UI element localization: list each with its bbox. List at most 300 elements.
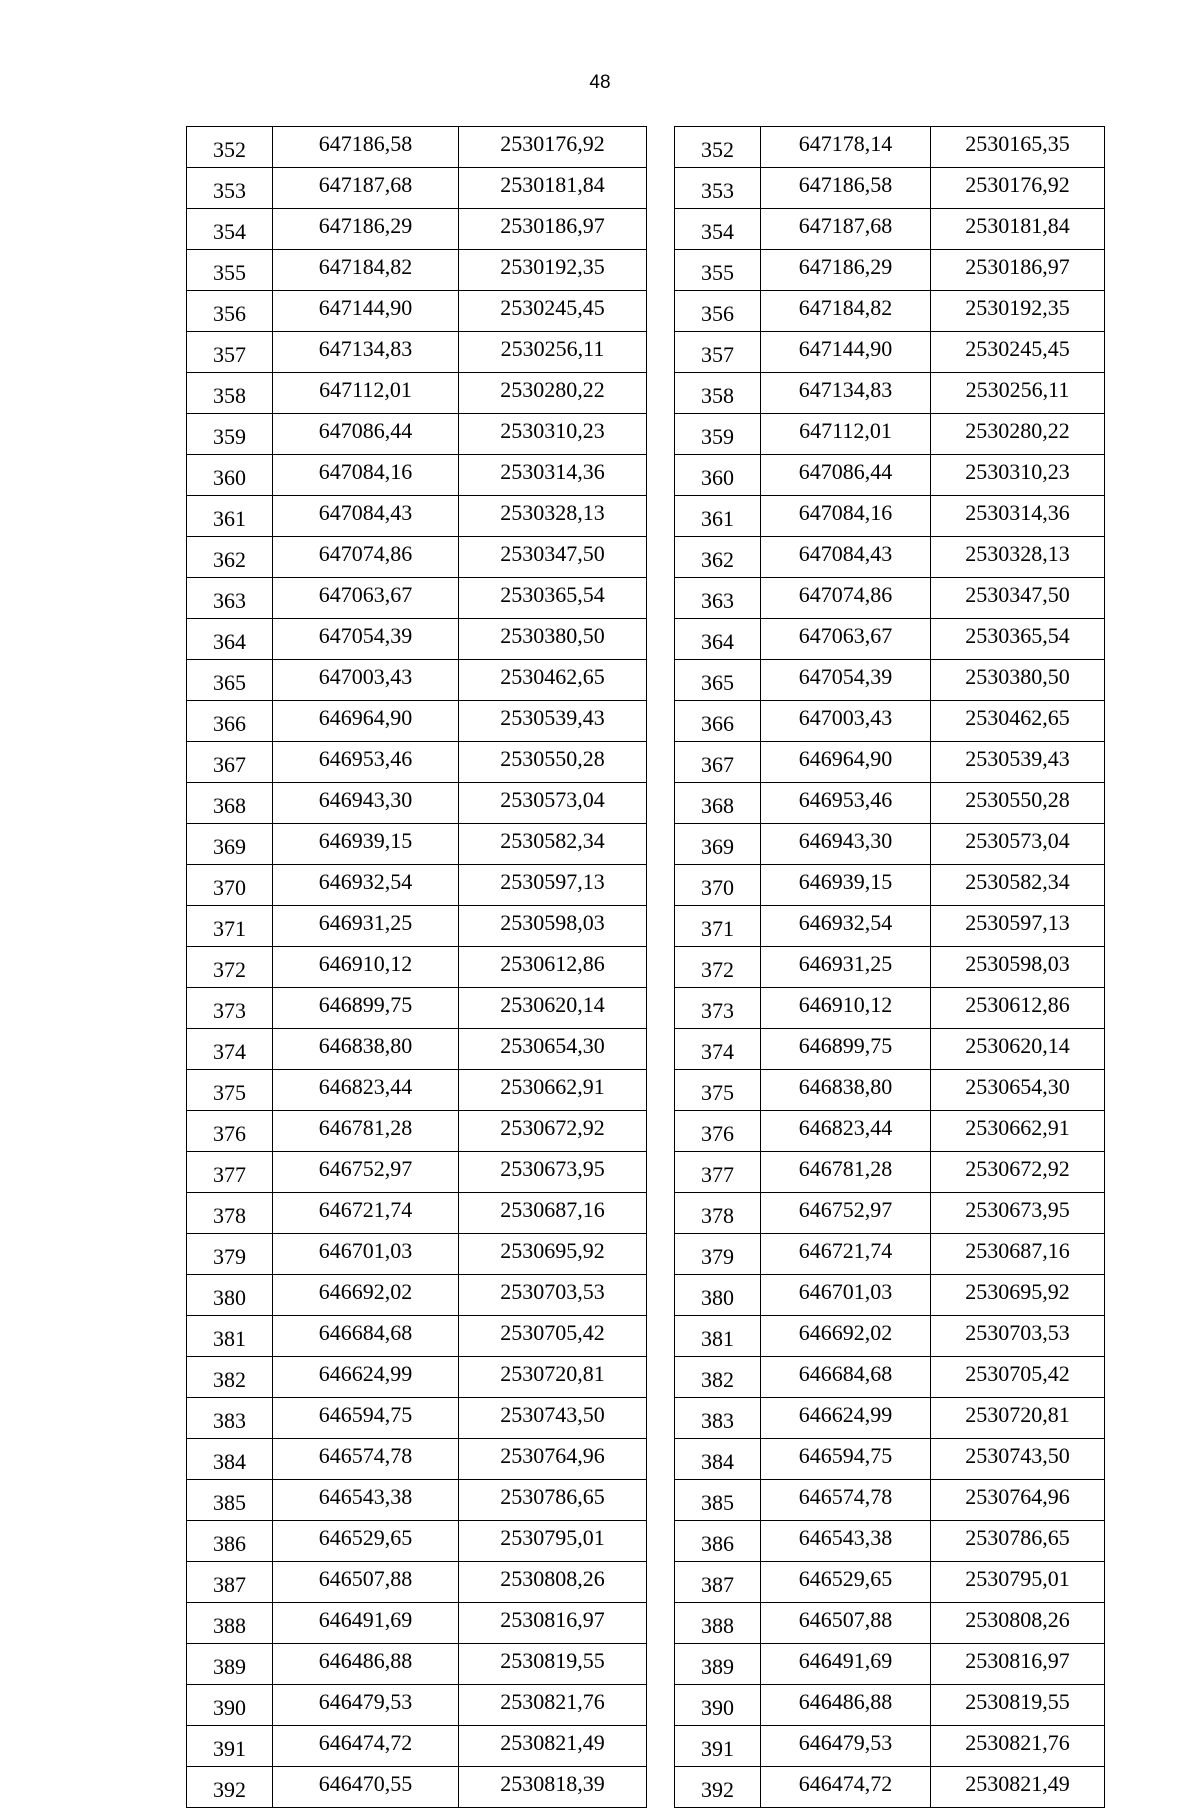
y-coordinate-cell: 2530176,92	[459, 127, 647, 168]
point-number-cell: 377	[187, 1152, 273, 1193]
x-coordinate-cell: 647187,68	[761, 209, 931, 250]
table-row	[675, 332, 1105, 373]
point-number-cell: 383	[675, 1398, 761, 1439]
point-number-cell: 381	[187, 1316, 273, 1357]
point-number-cell: 364	[675, 619, 761, 660]
x-coordinate-cell: 646931,25	[273, 906, 459, 947]
point-number-cell: 385	[675, 1480, 761, 1521]
point-number-cell: 386	[675, 1521, 761, 1562]
point-number-cell: 365	[675, 660, 761, 701]
y-coordinate-cell: 2530662,91	[459, 1070, 647, 1111]
table-row	[187, 1726, 647, 1767]
y-coordinate-cell: 2530821,76	[459, 1685, 647, 1726]
x-coordinate-cell: 646479,53	[761, 1726, 931, 1767]
y-coordinate-cell: 2530673,95	[931, 1193, 1105, 1234]
table-row	[187, 660, 647, 701]
y-coordinate-cell: 2530720,81	[459, 1357, 647, 1398]
point-number-cell: 379	[187, 1234, 273, 1275]
point-number-cell: 375	[187, 1070, 273, 1111]
x-coordinate-cell: 647186,58	[761, 168, 931, 209]
y-coordinate-cell: 2530256,11	[931, 373, 1105, 414]
point-number-cell: 373	[187, 988, 273, 1029]
y-coordinate-cell: 2530672,92	[459, 1111, 647, 1152]
y-coordinate-cell: 2530550,28	[459, 742, 647, 783]
y-coordinate-cell: 2530310,23	[459, 414, 647, 455]
table-row	[187, 209, 647, 250]
point-number-cell: 388	[675, 1603, 761, 1644]
x-coordinate-cell: 647084,43	[273, 496, 459, 537]
x-coordinate-cell: 646701,03	[761, 1275, 931, 1316]
point-number-cell: 370	[675, 865, 761, 906]
table-row	[675, 1111, 1105, 1152]
table-row	[187, 1398, 647, 1439]
table-row	[187, 1767, 647, 1808]
point-number-cell: 360	[187, 455, 273, 496]
point-number-cell: 388	[187, 1603, 273, 1644]
table-row	[187, 1439, 647, 1480]
table-row	[675, 1152, 1105, 1193]
x-coordinate-cell: 647063,67	[761, 619, 931, 660]
point-number-cell: 386	[187, 1521, 273, 1562]
y-coordinate-cell: 2530695,92	[931, 1275, 1105, 1316]
point-number-cell: 362	[675, 537, 761, 578]
y-coordinate-cell: 2530703,53	[931, 1316, 1105, 1357]
y-coordinate-cell: 2530314,36	[931, 496, 1105, 537]
x-coordinate-cell: 647187,68	[273, 168, 459, 209]
y-coordinate-cell: 2530380,50	[931, 660, 1105, 701]
point-number-cell: 353	[675, 168, 761, 209]
x-coordinate-cell: 647086,44	[761, 455, 931, 496]
point-number-cell: 389	[675, 1644, 761, 1685]
point-number-cell: 352	[675, 127, 761, 168]
point-number-cell: 379	[675, 1234, 761, 1275]
point-number-cell: 376	[675, 1111, 761, 1152]
table-row	[187, 373, 647, 414]
y-coordinate-cell: 2530597,13	[459, 865, 647, 906]
point-number-cell: 378	[187, 1193, 273, 1234]
point-number-cell: 366	[675, 701, 761, 742]
x-coordinate-cell: 646721,74	[761, 1234, 931, 1275]
x-coordinate-cell: 647063,67	[273, 578, 459, 619]
point-number-cell: 369	[187, 824, 273, 865]
point-number-cell: 392	[675, 1767, 761, 1808]
y-coordinate-cell: 2530539,43	[459, 701, 647, 742]
x-coordinate-cell: 646939,15	[761, 865, 931, 906]
x-coordinate-cell: 646624,99	[273, 1357, 459, 1398]
point-number-cell: 354	[187, 209, 273, 250]
table-row	[187, 906, 647, 947]
point-number-cell: 364	[187, 619, 273, 660]
x-coordinate-cell: 646823,44	[273, 1070, 459, 1111]
x-coordinate-cell: 646931,25	[761, 947, 931, 988]
point-number-cell: 380	[675, 1275, 761, 1316]
x-coordinate-cell: 646910,12	[761, 988, 931, 1029]
x-coordinate-cell: 647003,43	[273, 660, 459, 701]
table-row	[675, 1521, 1105, 1562]
y-coordinate-cell: 2530764,96	[459, 1439, 647, 1480]
table-row	[675, 824, 1105, 865]
x-coordinate-cell: 646781,28	[273, 1111, 459, 1152]
table-row	[187, 1029, 647, 1070]
y-coordinate-cell: 2530186,97	[459, 209, 647, 250]
table-row	[675, 209, 1105, 250]
point-number-cell: 374	[675, 1029, 761, 1070]
x-coordinate-cell: 646474,72	[761, 1767, 931, 1808]
x-coordinate-cell: 647144,90	[273, 291, 459, 332]
page-number: 48	[589, 72, 611, 93]
table-row	[187, 1521, 647, 1562]
x-coordinate-cell: 646507,88	[273, 1562, 459, 1603]
table-row	[187, 291, 647, 332]
point-number-cell: 352	[187, 127, 273, 168]
point-number-cell: 371	[187, 906, 273, 947]
x-coordinate-cell: 646838,80	[273, 1029, 459, 1070]
table-row	[675, 1562, 1105, 1603]
table-row	[675, 1029, 1105, 1070]
x-coordinate-cell: 646932,54	[761, 906, 931, 947]
table-row	[187, 824, 647, 865]
point-number-cell: 358	[675, 373, 761, 414]
point-number-cell: 389	[187, 1644, 273, 1685]
y-coordinate-cell: 2530598,03	[459, 906, 647, 947]
x-coordinate-cell: 646943,30	[273, 783, 459, 824]
point-number-cell: 363	[187, 578, 273, 619]
table-row	[675, 742, 1105, 783]
y-coordinate-cell: 2530808,26	[931, 1603, 1105, 1644]
y-coordinate-cell: 2530695,92	[459, 1234, 647, 1275]
point-number-cell: 367	[187, 742, 273, 783]
table-row	[675, 1070, 1105, 1111]
y-coordinate-cell: 2530743,50	[931, 1439, 1105, 1480]
y-coordinate-cell: 2530192,35	[459, 250, 647, 291]
y-coordinate-cell: 2530786,65	[459, 1480, 647, 1521]
x-coordinate-cell: 646953,46	[273, 742, 459, 783]
y-coordinate-cell: 2530380,50	[459, 619, 647, 660]
y-coordinate-cell: 2530165,35	[931, 127, 1105, 168]
point-number-cell: 356	[675, 291, 761, 332]
x-coordinate-cell: 647086,44	[273, 414, 459, 455]
y-coordinate-cell: 2530818,39	[459, 1767, 647, 1808]
y-coordinate-cell: 2530598,03	[931, 947, 1105, 988]
table-row	[187, 988, 647, 1029]
x-coordinate-cell: 646692,02	[273, 1275, 459, 1316]
y-coordinate-cell: 2530176,92	[931, 168, 1105, 209]
x-coordinate-cell: 646701,03	[273, 1234, 459, 1275]
coordinates-table-right	[674, 126, 1105, 1808]
table-row	[675, 1644, 1105, 1685]
table-row	[187, 619, 647, 660]
x-coordinate-cell: 647084,16	[761, 496, 931, 537]
table-row	[675, 1685, 1105, 1726]
x-coordinate-cell: 646594,75	[761, 1439, 931, 1480]
y-coordinate-cell: 2530821,76	[931, 1726, 1105, 1767]
y-coordinate-cell: 2530819,55	[459, 1644, 647, 1685]
point-number-cell: 382	[675, 1357, 761, 1398]
table-row	[675, 660, 1105, 701]
table-row	[187, 496, 647, 537]
table-row	[675, 414, 1105, 455]
point-number-cell: 363	[675, 578, 761, 619]
point-number-cell: 370	[187, 865, 273, 906]
x-coordinate-cell: 647184,82	[761, 291, 931, 332]
point-number-cell: 360	[675, 455, 761, 496]
point-number-cell: 366	[187, 701, 273, 742]
x-coordinate-cell: 647134,83	[273, 332, 459, 373]
x-coordinate-cell: 646529,65	[273, 1521, 459, 1562]
y-coordinate-cell: 2530280,22	[459, 373, 647, 414]
table-row	[675, 1480, 1105, 1521]
y-coordinate-cell: 2530245,45	[931, 332, 1105, 373]
y-coordinate-cell: 2530672,92	[931, 1152, 1105, 1193]
coordinates-table-left	[186, 126, 647, 1808]
point-number-cell: 355	[675, 250, 761, 291]
y-coordinate-cell: 2530795,01	[459, 1521, 647, 1562]
y-coordinate-cell: 2530816,97	[459, 1603, 647, 1644]
table-row	[187, 1070, 647, 1111]
table-row	[675, 619, 1105, 660]
y-coordinate-cell: 2530620,14	[931, 1029, 1105, 1070]
y-coordinate-cell: 2530720,81	[931, 1398, 1105, 1439]
table-row	[675, 291, 1105, 332]
y-coordinate-cell: 2530310,23	[931, 455, 1105, 496]
x-coordinate-cell: 647074,86	[761, 578, 931, 619]
y-coordinate-cell: 2530654,30	[931, 1070, 1105, 1111]
point-number-cell: 385	[187, 1480, 273, 1521]
table-row	[187, 742, 647, 783]
y-coordinate-cell: 2530821,49	[931, 1767, 1105, 1808]
y-coordinate-cell: 2530365,54	[459, 578, 647, 619]
table-row	[187, 127, 647, 168]
table-row	[675, 701, 1105, 742]
x-coordinate-cell: 646899,75	[273, 988, 459, 1029]
point-number-cell: 362	[187, 537, 273, 578]
x-coordinate-cell: 646752,97	[761, 1193, 931, 1234]
y-coordinate-cell: 2530808,26	[459, 1562, 647, 1603]
y-coordinate-cell: 2530821,49	[459, 1726, 647, 1767]
x-coordinate-cell: 647074,86	[273, 537, 459, 578]
table-row	[187, 1357, 647, 1398]
table-row	[675, 127, 1105, 168]
x-coordinate-cell: 646470,55	[273, 1767, 459, 1808]
table-row	[187, 1316, 647, 1357]
point-number-cell: 368	[187, 783, 273, 824]
x-coordinate-cell: 646781,28	[761, 1152, 931, 1193]
point-number-cell: 375	[675, 1070, 761, 1111]
point-number-cell: 380	[187, 1275, 273, 1316]
table-row	[187, 250, 647, 291]
table-row	[187, 865, 647, 906]
y-coordinate-cell: 2530597,13	[931, 906, 1105, 947]
y-coordinate-cell: 2530256,11	[459, 332, 647, 373]
y-coordinate-cell: 2530347,50	[931, 578, 1105, 619]
point-number-cell: 359	[675, 414, 761, 455]
table-row	[187, 414, 647, 455]
point-number-cell: 357	[187, 332, 273, 373]
x-coordinate-cell: 647112,01	[761, 414, 931, 455]
y-coordinate-cell: 2530673,95	[459, 1152, 647, 1193]
point-number-cell: 387	[187, 1562, 273, 1603]
y-coordinate-cell: 2530181,84	[459, 168, 647, 209]
x-coordinate-cell: 646491,69	[761, 1644, 931, 1685]
table-row	[187, 1644, 647, 1685]
point-number-cell: 354	[675, 209, 761, 250]
x-coordinate-cell: 647054,39	[761, 660, 931, 701]
table-row	[187, 578, 647, 619]
table-row	[187, 168, 647, 209]
y-coordinate-cell: 2530687,16	[459, 1193, 647, 1234]
table-row	[187, 1275, 647, 1316]
point-number-cell: 390	[187, 1685, 273, 1726]
point-number-cell: 353	[187, 168, 273, 209]
point-number-cell: 376	[187, 1111, 273, 1152]
table-row	[187, 947, 647, 988]
x-coordinate-cell: 646684,68	[761, 1357, 931, 1398]
point-number-cell: 377	[675, 1152, 761, 1193]
point-number-cell: 382	[187, 1357, 273, 1398]
y-coordinate-cell: 2530743,50	[459, 1398, 647, 1439]
x-coordinate-cell: 646486,88	[761, 1685, 931, 1726]
y-coordinate-cell: 2530462,65	[459, 660, 647, 701]
x-coordinate-cell: 646529,65	[761, 1562, 931, 1603]
x-coordinate-cell: 647178,14	[761, 127, 931, 168]
table-row	[187, 1480, 647, 1521]
table-row	[675, 537, 1105, 578]
point-number-cell: 356	[187, 291, 273, 332]
table-row	[675, 1603, 1105, 1644]
x-coordinate-cell: 646953,46	[761, 783, 931, 824]
y-coordinate-cell: 2530819,55	[931, 1685, 1105, 1726]
point-number-cell: 387	[675, 1562, 761, 1603]
x-coordinate-cell: 647112,01	[273, 373, 459, 414]
table-row	[187, 1193, 647, 1234]
table-row	[187, 537, 647, 578]
point-number-cell: 367	[675, 742, 761, 783]
point-number-cell: 373	[675, 988, 761, 1029]
x-coordinate-cell: 646479,53	[273, 1685, 459, 1726]
point-number-cell: 361	[675, 496, 761, 537]
x-coordinate-cell: 646964,90	[761, 742, 931, 783]
point-number-cell: 369	[675, 824, 761, 865]
x-coordinate-cell: 647134,83	[761, 373, 931, 414]
point-number-cell: 371	[675, 906, 761, 947]
x-coordinate-cell: 647186,29	[761, 250, 931, 291]
y-coordinate-cell: 2530582,34	[931, 865, 1105, 906]
x-coordinate-cell: 646507,88	[761, 1603, 931, 1644]
table-row	[675, 1193, 1105, 1234]
table-row	[675, 906, 1105, 947]
y-coordinate-cell: 2530186,97	[931, 250, 1105, 291]
x-coordinate-cell: 646823,44	[761, 1111, 931, 1152]
table-row	[675, 1275, 1105, 1316]
y-coordinate-cell: 2530687,16	[931, 1234, 1105, 1275]
y-coordinate-cell: 2530280,22	[931, 414, 1105, 455]
x-coordinate-cell: 646491,69	[273, 1603, 459, 1644]
point-number-cell: 383	[187, 1398, 273, 1439]
point-number-cell: 384	[675, 1439, 761, 1480]
point-number-cell: 368	[675, 783, 761, 824]
x-coordinate-cell: 646624,99	[761, 1398, 931, 1439]
x-coordinate-cell: 647084,16	[273, 455, 459, 496]
table-row	[675, 1234, 1105, 1275]
y-coordinate-cell: 2530347,50	[459, 537, 647, 578]
table-row	[675, 1316, 1105, 1357]
y-coordinate-cell: 2530365,54	[931, 619, 1105, 660]
y-coordinate-cell: 2530573,04	[459, 783, 647, 824]
x-coordinate-cell: 646594,75	[273, 1398, 459, 1439]
x-coordinate-cell: 646838,80	[761, 1070, 931, 1111]
table-row	[187, 1603, 647, 1644]
table-row	[187, 455, 647, 496]
y-coordinate-cell: 2530539,43	[931, 742, 1105, 783]
y-coordinate-cell: 2530181,84	[931, 209, 1105, 250]
x-coordinate-cell: 646943,30	[761, 824, 931, 865]
table-row	[675, 250, 1105, 291]
table-row	[187, 701, 647, 742]
x-coordinate-cell: 646939,15	[273, 824, 459, 865]
x-coordinate-cell: 646574,78	[761, 1480, 931, 1521]
table-row	[675, 1726, 1105, 1767]
y-coordinate-cell: 2530705,42	[931, 1357, 1105, 1398]
table-row	[187, 1152, 647, 1193]
x-coordinate-cell: 646684,68	[273, 1316, 459, 1357]
table-row	[675, 1398, 1105, 1439]
point-number-cell: 361	[187, 496, 273, 537]
table-row	[675, 578, 1105, 619]
y-coordinate-cell: 2530612,86	[459, 947, 647, 988]
y-coordinate-cell: 2530328,13	[459, 496, 647, 537]
table-row	[675, 373, 1105, 414]
table-row	[187, 332, 647, 373]
point-number-cell: 391	[187, 1726, 273, 1767]
y-coordinate-cell: 2530582,34	[459, 824, 647, 865]
x-coordinate-cell: 646486,88	[273, 1644, 459, 1685]
point-number-cell: 391	[675, 1726, 761, 1767]
y-coordinate-cell: 2530654,30	[459, 1029, 647, 1070]
point-number-cell: 381	[675, 1316, 761, 1357]
y-coordinate-cell: 2530795,01	[931, 1562, 1105, 1603]
table-row	[675, 947, 1105, 988]
x-coordinate-cell: 646932,54	[273, 865, 459, 906]
y-coordinate-cell: 2530462,65	[931, 701, 1105, 742]
point-number-cell: 372	[187, 947, 273, 988]
y-coordinate-cell: 2530620,14	[459, 988, 647, 1029]
table-row	[187, 1111, 647, 1152]
point-number-cell: 355	[187, 250, 273, 291]
y-coordinate-cell: 2530703,53	[459, 1275, 647, 1316]
table-row	[675, 1767, 1105, 1808]
y-coordinate-cell: 2530612,86	[931, 988, 1105, 1029]
table-row	[675, 1439, 1105, 1480]
y-coordinate-cell: 2530816,97	[931, 1644, 1105, 1685]
point-number-cell: 365	[187, 660, 273, 701]
table-row	[187, 1562, 647, 1603]
y-coordinate-cell: 2530705,42	[459, 1316, 647, 1357]
x-coordinate-cell: 646752,97	[273, 1152, 459, 1193]
y-coordinate-cell: 2530245,45	[459, 291, 647, 332]
table-row	[675, 988, 1105, 1029]
x-coordinate-cell: 647186,58	[273, 127, 459, 168]
x-coordinate-cell: 646543,38	[273, 1480, 459, 1521]
point-number-cell: 374	[187, 1029, 273, 1070]
x-coordinate-cell: 646692,02	[761, 1316, 931, 1357]
table-row	[675, 455, 1105, 496]
x-coordinate-cell: 647054,39	[273, 619, 459, 660]
point-number-cell: 359	[187, 414, 273, 455]
x-coordinate-cell: 647003,43	[761, 701, 931, 742]
x-coordinate-cell: 647084,43	[761, 537, 931, 578]
x-coordinate-cell: 647184,82	[273, 250, 459, 291]
table-row	[675, 1357, 1105, 1398]
